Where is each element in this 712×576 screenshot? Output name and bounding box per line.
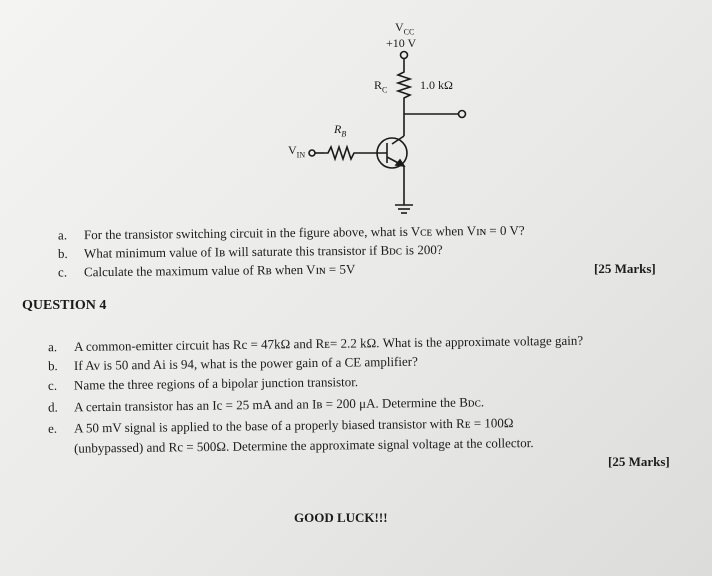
q3-marks: [25 Marks] <box>594 261 656 276</box>
q4-item-e-continued: (unbypassed) and Rc = 500Ω. Determine the approximate signal voltage at the collector. <box>73 435 534 456</box>
rc-resistor <box>398 68 410 102</box>
good-luck-text: GOOD LUCK!!! <box>294 510 388 525</box>
q3-item-c: c. Calculate the maximum value of Rʙ when Vɪɴ = 5V <box>57 261 356 280</box>
q4-marks: [25 Marks] <box>608 454 670 469</box>
q4-item-d: d. A certain transistor has an Ic = 25 mA and an Iʙ = 200 μA. Determine the Bᴅᴄ. <box>47 394 485 415</box>
rc-value: 1.0 kΩ <box>420 78 453 92</box>
vcc-label: $V_{CC}$ <box>395 20 415 37</box>
q3-item-a: a. For the transistor switching circuit in the figure above, what is Vᴄᴇ when Vɪɴ = 0 V? <box>57 222 525 243</box>
vin-terminal <box>309 150 315 156</box>
rc-label: $R_C$ <box>374 78 388 95</box>
vcc-value: +10 V <box>386 36 417 50</box>
q4-item-c: c. Name the three regions of a bipolar junction transistor. <box>47 374 359 393</box>
q3-item-b: b. What minimum value of Iʙ will saturate this transistor if Bᴅᴄ is 200? <box>57 241 443 262</box>
output-terminal <box>459 111 466 118</box>
vin-label: $V_{IN}$ <box>288 143 306 160</box>
vcc-terminal <box>401 52 408 59</box>
emitter-arrow <box>396 160 404 166</box>
transistor-circuit-diagram <box>0 0 712 240</box>
q4-item-a: a. A common-emitter circuit has Rc = 47kΩ and Rᴇ= 2.2 kΩ. What is the approximate voltage gain? <box>47 332 584 355</box>
rb-label: $R_B$ <box>334 122 347 139</box>
rb-resistor <box>324 147 358 159</box>
q4-item-e: e. A 50 mV signal is applied to the base of a properly biased transistor with Rᴇ = 100Ω <box>47 415 514 436</box>
question4-heading: QUESTION 4 <box>22 298 107 313</box>
q4-item-b: b. If Av is 50 and Ai is 94, what is the power gain of a CE amplifier? <box>47 353 418 374</box>
